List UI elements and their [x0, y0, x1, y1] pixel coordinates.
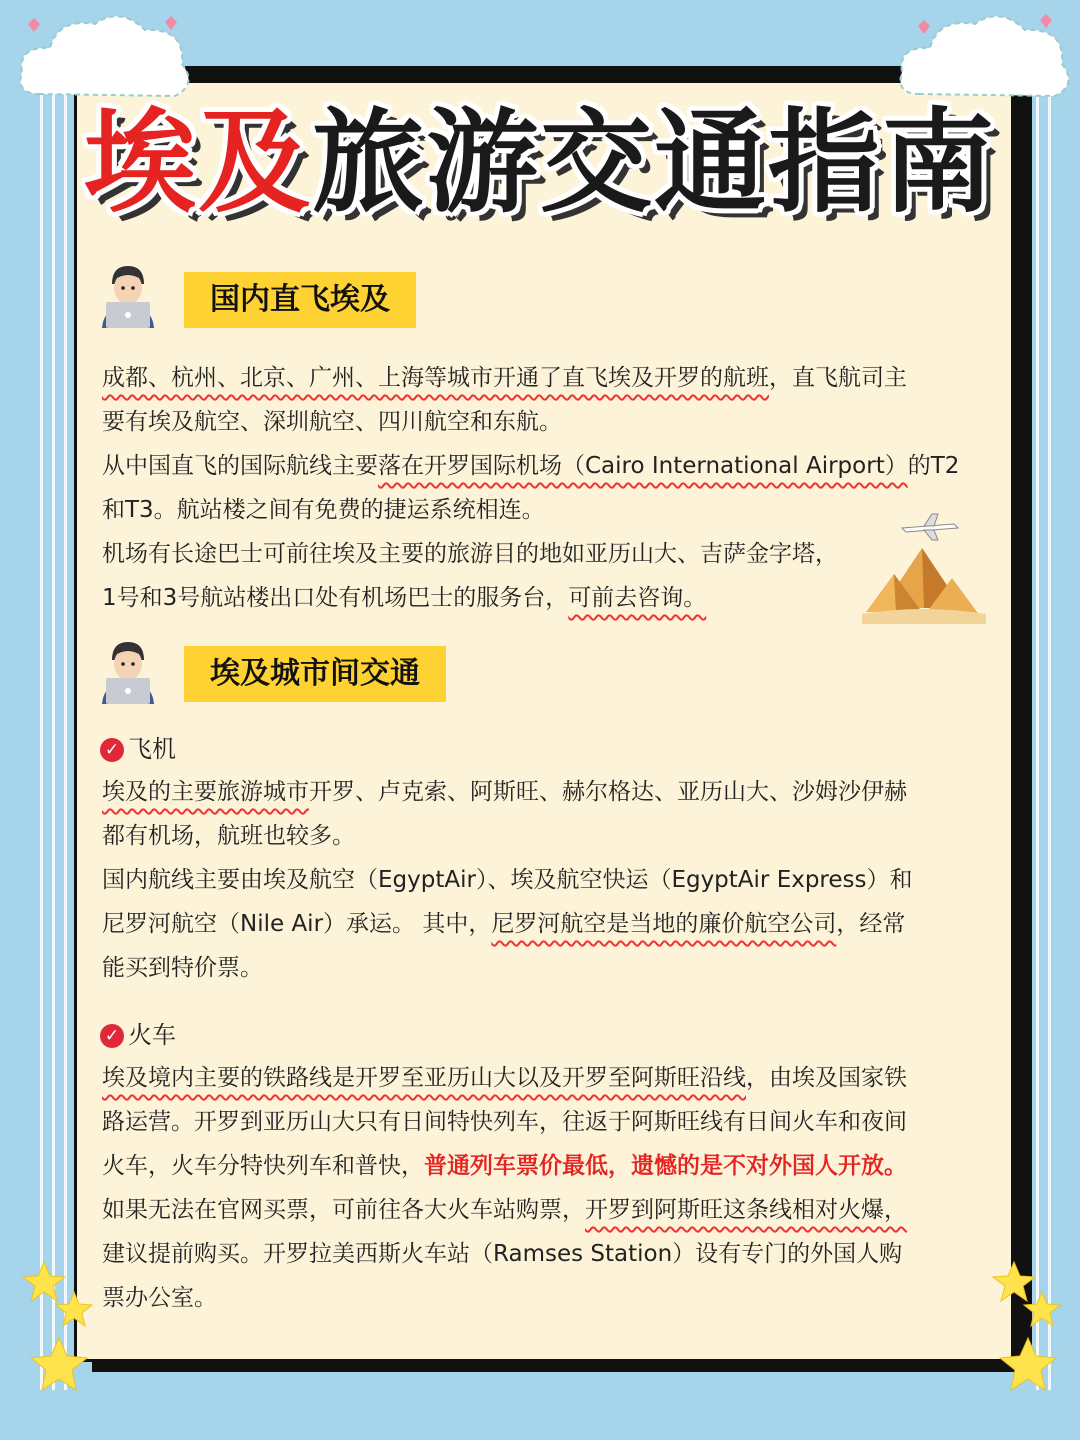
text-segment: 都有机场，航班也较多。 — [102, 823, 355, 849]
text-line — [102, 1188, 982, 1232]
text-segment: ，直飞航司主 — [769, 365, 907, 391]
text-line — [102, 400, 982, 444]
text-segment: 埃及的主要旅游城市 — [102, 779, 309, 805]
check-circle-icon: ✓ — [100, 738, 124, 762]
text-segment: 的T2 — [907, 453, 960, 479]
text-line — [102, 1232, 982, 1276]
avatar-laptop-icon — [98, 638, 158, 704]
subsection-label-text: 飞机 — [128, 735, 176, 763]
section-heading-intercity: 埃及城市间交通 — [184, 646, 446, 702]
text-line — [102, 532, 982, 576]
star-icon — [976, 1252, 1076, 1432]
text-segment: ，经常 — [836, 911, 906, 937]
text-segment: 1号和3号航站楼出口处有机场巴士的服务台， — [102, 585, 569, 611]
text-segment: ，由埃及国家铁 — [746, 1065, 907, 1091]
subsection-plane-body — [102, 770, 982, 990]
text-segment: 国内航线主要由埃及航空（EgyptAir）、埃及航空快运（EgyptAir Express）和 — [102, 867, 913, 893]
text-line — [102, 488, 982, 532]
text-line — [102, 1276, 982, 1320]
text-line — [102, 770, 982, 814]
star-icon — [14, 1252, 114, 1432]
text-segment: 尼罗河航空（Nile Air）承运。 其中， — [102, 911, 492, 937]
text-line — [102, 946, 982, 990]
text-segment: 可前去咨询。 — [568, 585, 707, 611]
text-line — [102, 444, 982, 488]
text-segment: 开罗、卢克索、阿斯旺、赫尔格达、亚历山大、沙姆沙伊赫 — [309, 779, 907, 805]
text-segment: 和T3。航站楼之间有免费的捷运系统相连。 — [102, 497, 545, 523]
subsection-train-body — [102, 1056, 982, 1320]
text-line — [102, 576, 982, 620]
text-segment: 开罗到阿斯旺这条线相对火爆， — [585, 1197, 907, 1223]
text-segment: 落在开罗国际机场（Cairo International Airport） — [378, 453, 908, 479]
text-line — [102, 1056, 982, 1100]
subsection-label-train — [100, 1018, 176, 1052]
text-segment: 能买到特价票。 — [102, 955, 263, 981]
pyramid-icon — [862, 508, 986, 628]
text-line — [102, 356, 982, 400]
page-title — [0, 98, 1080, 228]
text-segment-highlight: 普通列车票价最低，遗憾的是不对外国人开放。 — [424, 1153, 907, 1179]
text-segment: 机场有长途巴士可前往埃及主要的旅游目的地如亚历山大、吉萨金字塔， — [102, 541, 838, 567]
title-red-part: 埃及 — [84, 98, 312, 228]
airplane-icon — [902, 514, 958, 540]
check-circle-icon: ✓ — [100, 1024, 124, 1048]
subsection-label-text: 火车 — [128, 1021, 176, 1049]
text-segment: 票办公室。 — [102, 1285, 217, 1311]
text-segment: 埃及境内主要的铁路线是开罗至亚历山大以及开罗至阿斯旺沿线 — [102, 1065, 746, 1091]
text-line — [102, 1144, 982, 1188]
text-segment: 从中国直飞的国际航线主要 — [102, 453, 378, 479]
section-direct-flight-body — [102, 356, 982, 620]
text-segment: 建议提前购买。开罗拉美西斯火车站（Ramses Station）设有专门的外国人购 — [102, 1241, 903, 1267]
text-line — [102, 814, 982, 858]
text-line — [102, 902, 982, 946]
text-line — [102, 1100, 982, 1144]
text-segment: 路运营。开罗到亚历山大只有日间特快列车，往返于阿斯旺线有日间火车和夜间 — [102, 1109, 907, 1135]
avatar-laptop-icon — [98, 262, 158, 328]
text-segment: 火车，火车分特快列车和普快， — [102, 1153, 424, 1179]
title-black-part: 旅游交通指南 — [312, 98, 996, 228]
text-segment: 尼罗河航空是当地的廉价航空公司 — [491, 911, 837, 937]
subsection-label-plane — [100, 732, 176, 766]
section-heading-direct-flight: 国内直飞埃及 — [184, 272, 416, 328]
text-segment: 要有埃及航空、深圳航空、四川航空和东航。 — [102, 409, 562, 435]
text-segment: 成都、杭州、北京、广州、上海等城市开通了直飞埃及开罗的航班 — [102, 365, 769, 391]
text-segment: 如果无法在官网买票，可前往各大火车站购票， — [102, 1197, 585, 1223]
text-line — [102, 858, 982, 902]
